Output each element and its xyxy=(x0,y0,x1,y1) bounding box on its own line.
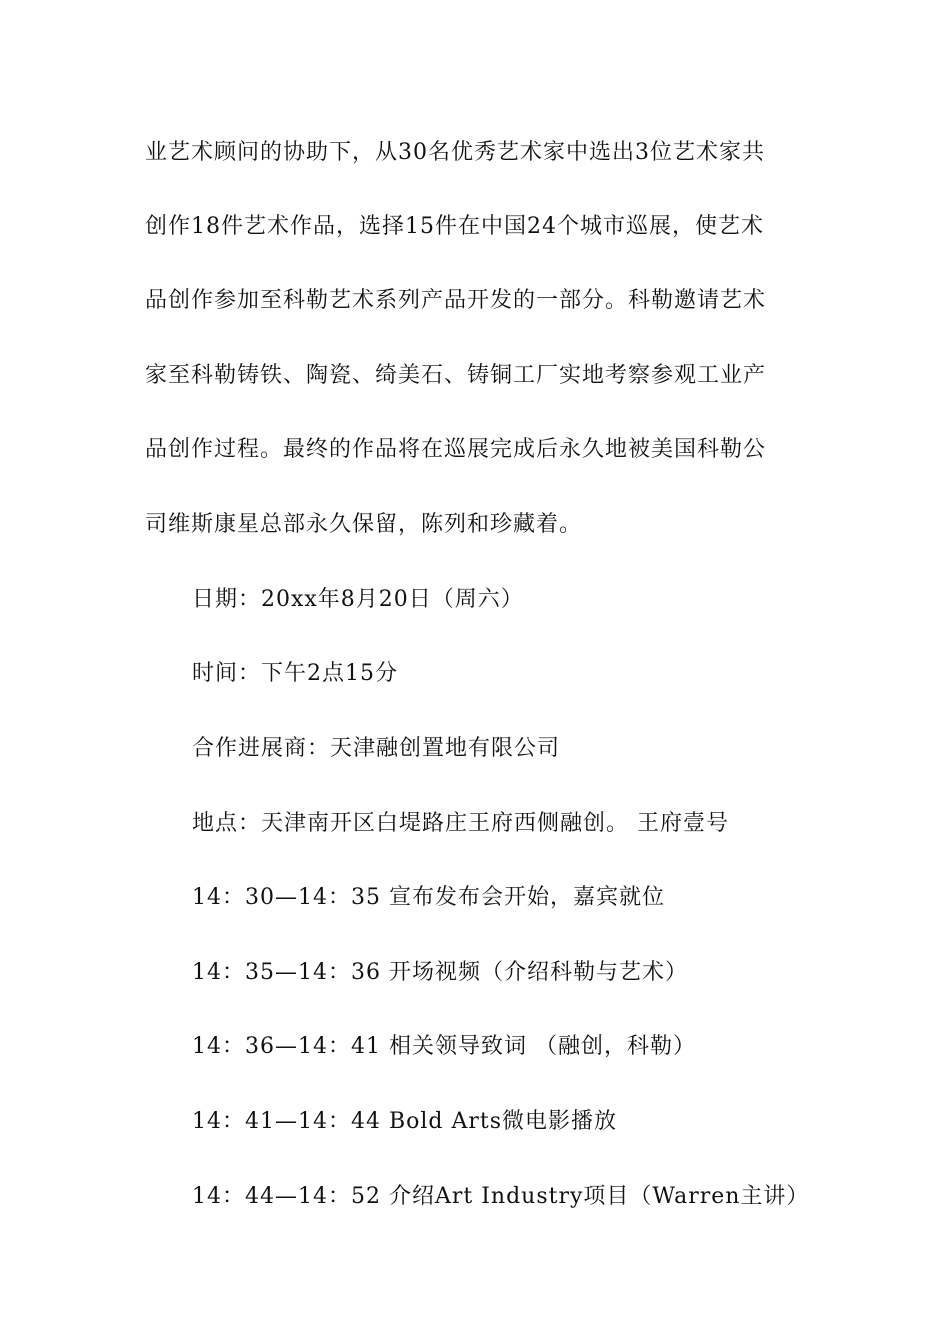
schedule-item: 14：30—14：35 宣布发布会开始，嘉宾就位 xyxy=(192,885,665,910)
paragraph-line: 创作18件艺术作品，选择15件在中国24个城市巡展，使艺术 xyxy=(145,214,764,239)
paragraph-line: 品创作参加至科勒艺术系列产品开发的一部分。科勒邀请艺术 xyxy=(145,288,767,313)
schedule-item: 14：35—14：36 开场视频（介绍科勒与艺术） xyxy=(192,960,688,985)
paragraph-line: 业艺术顾问的协助下，从30名优秀艺术家中选出3位艺术家共 xyxy=(145,140,765,165)
schedule-item: 14：44—14：52 介绍Art Industry项目（Warren主讲） xyxy=(192,1184,810,1209)
event-location: 地点：天津南开区白堤路庄王府西侧融创。 王府壹号 xyxy=(192,811,729,836)
event-time: 时间：下午2点15分 xyxy=(192,661,398,686)
paragraph-line: 司维斯康星总部永久保留，陈列和珍藏着。 xyxy=(145,512,583,537)
schedule-item: 14：36—14：41 相关领导致词 （融创，科勒） xyxy=(192,1034,696,1059)
event-partner: 合作进展商：天津融创置地有限公司 xyxy=(192,736,561,761)
event-date: 日期：20xx年8月20日（周六） xyxy=(192,587,524,612)
paragraph-line: 家至科勒铸铁、陶瓷、绮美石、铸铜工厂实地考察参观工业产 xyxy=(145,363,767,388)
paragraph-line: 品创作过程。最终的作品将在巡展完成后永久地被美国科勒公 xyxy=(145,437,767,462)
schedule-item: 14：41—14：44 Bold Arts微电影播放 xyxy=(192,1109,618,1134)
